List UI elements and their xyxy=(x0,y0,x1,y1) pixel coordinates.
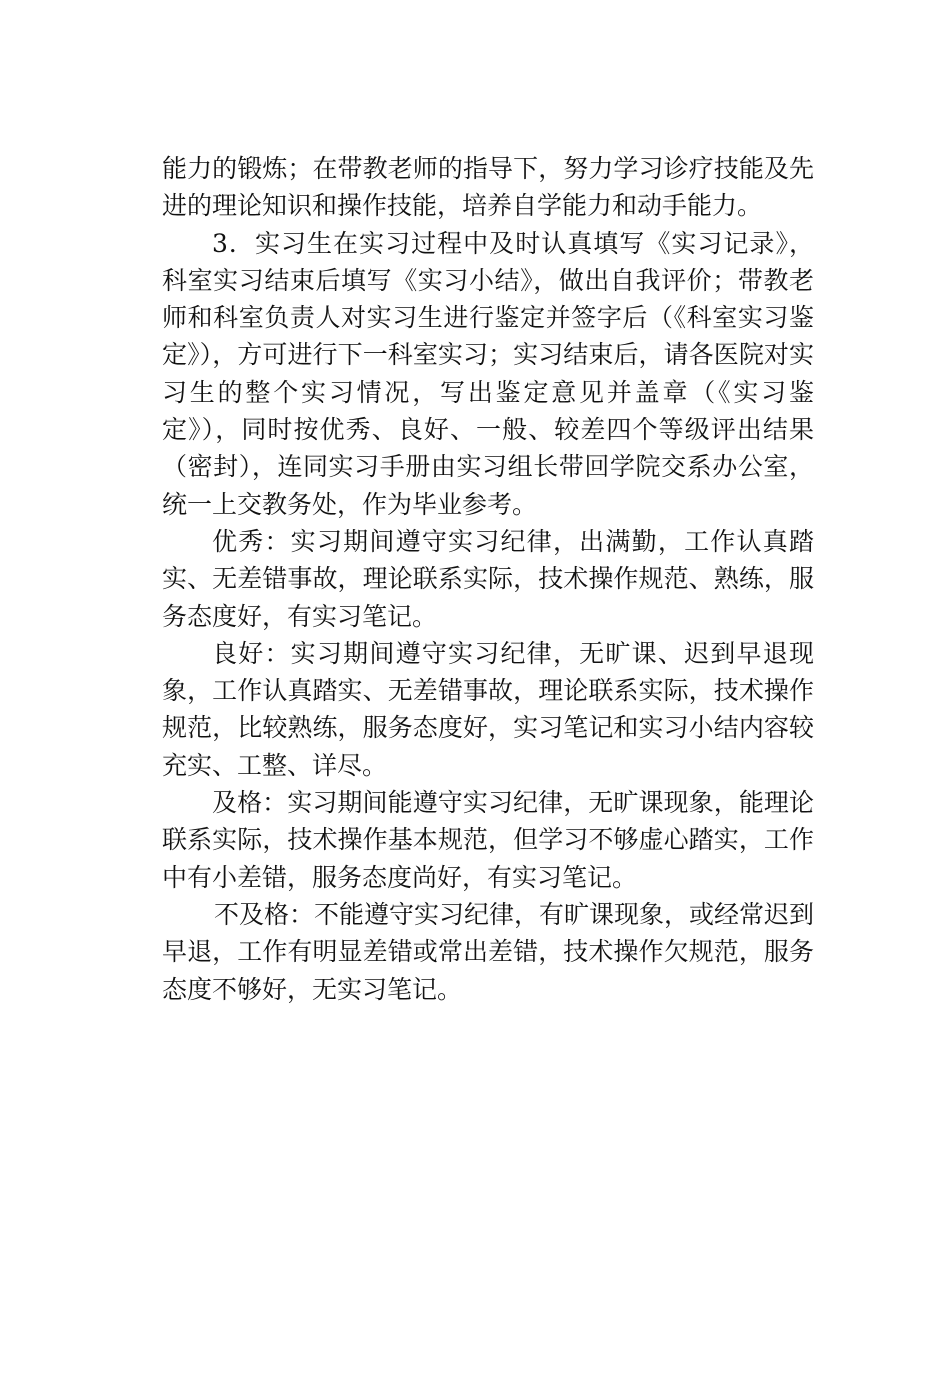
paragraph-grade-pass: 及格：实习期间能遵守实习纪律，无旷课现象，能理论联系实际，技术操作基本规范，但学习不够虚心踏实，工作中有小差错，服务态度尚好，有实习笔记。 xyxy=(162,788,814,892)
paragraph-grade-excellent: 优秀：实习期间遵守实习纪律，出满勤，工作认真踏实、无差错事故，理论联系实际，技术操作规范、熟练，服务态度好，有实习笔记。 xyxy=(162,526,814,631)
paragraph-grade-fail: 不及格：不能遵守实习纪律，有旷课现象，或经常迟到早退，工作有明显差错或常出差错，技术操作欠规范，服务态度不够好，无实习笔记。 xyxy=(162,899,815,1004)
paragraph-item-3: 3．实习生在实习过程中及时认真填写《实习记录》，科室实习结束后填写《实习小结》，做出自我评价；带教老师和科室负责人对实习生进行鉴定并签字后（《科室实习鉴定》），方可进行下一科室实习；实习结束后，请各医院对实习生的整个实习情况，写出鉴定意见并盖章（《实习鉴定》），同时按优秀、良好、一般、较差四个等级评出结果（密封），连同实习手册由实习组长带回学院交系办公室，统一上交教务处，作为毕业参考。 xyxy=(162,228,814,519)
paragraph-grade-good: 良好：实习期间遵守实习纪律，无旷课、迟到早退现象，工作认真踏实、无差错事故，理论联系实际，技术操作规范，比较熟练，服务态度好，实习笔记和实习小结内容较充实、工整、详尽。 xyxy=(162,638,814,780)
paragraph-continuation: 能力的锻炼；在带教老师的指导下，努力学习诊疗技能及先进的理论知识和操作技能，培养自学能力和动手能力。 xyxy=(162,154,814,221)
document-body xyxy=(162,150,814,1008)
